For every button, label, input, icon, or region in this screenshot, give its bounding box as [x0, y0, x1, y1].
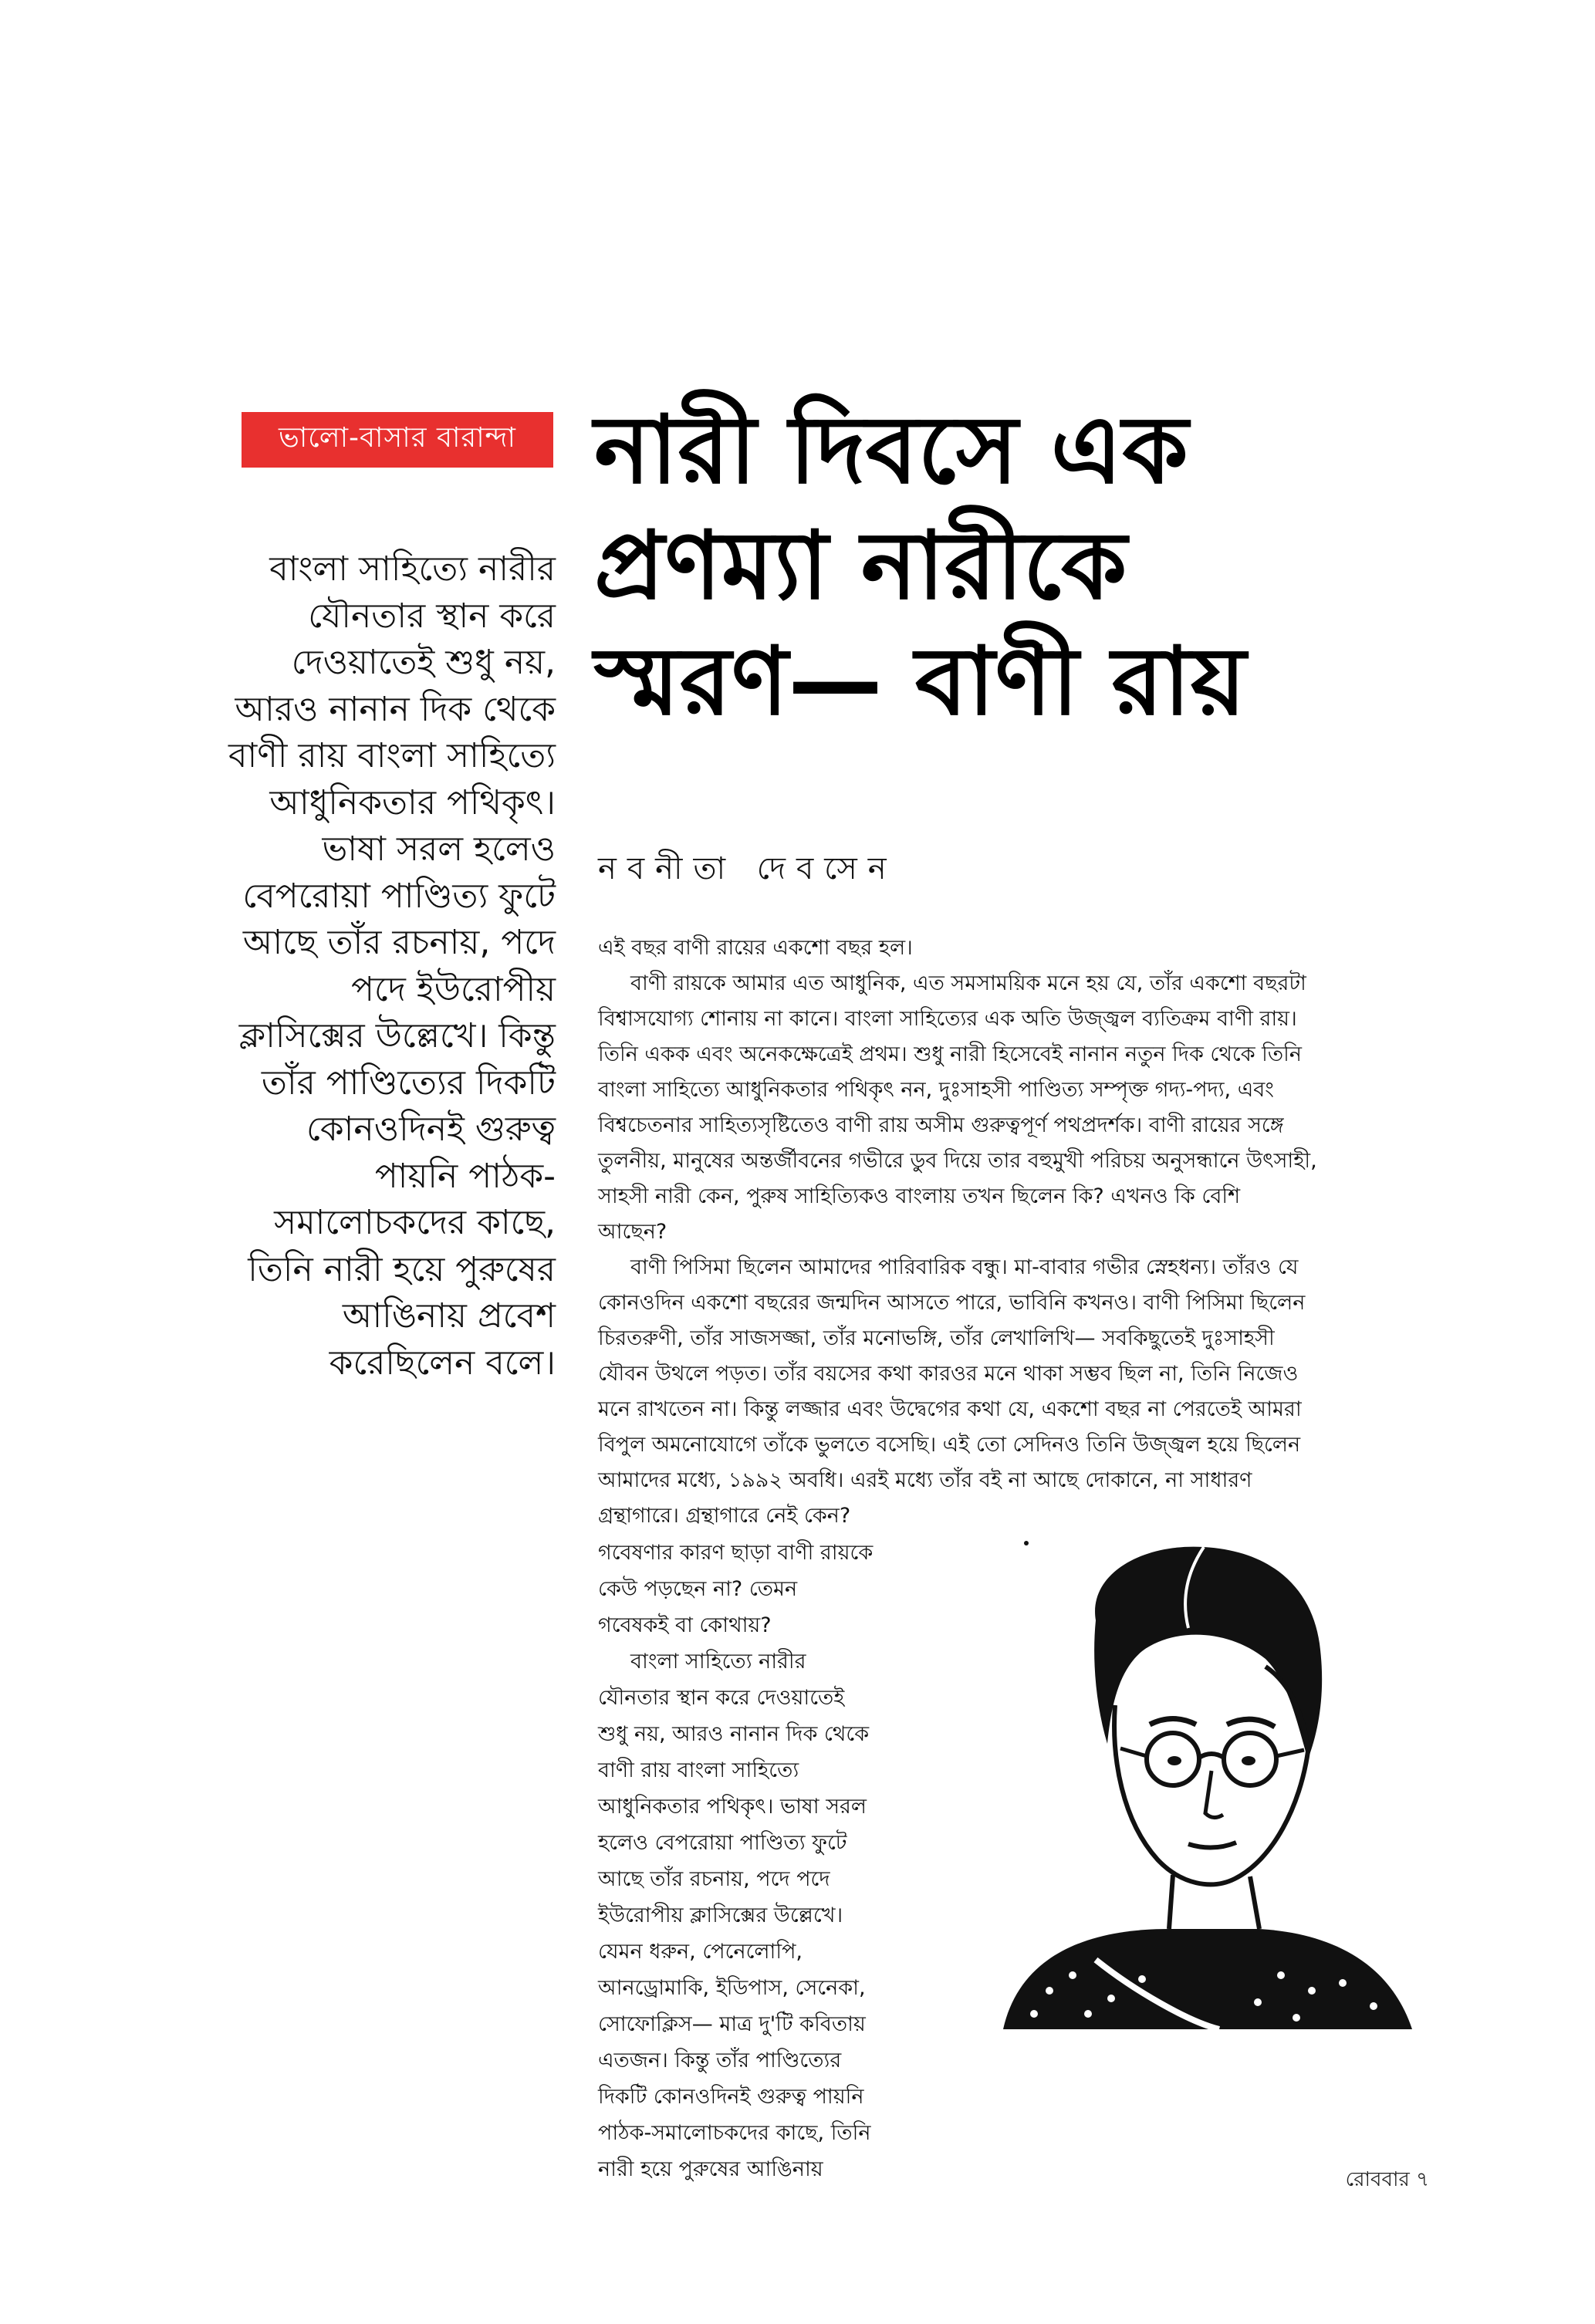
body-line: নারী হয়ে পুরুষের আঙিনায় — [598, 2157, 823, 2181]
article-body-narrow-column — [598, 1535, 938, 2187]
pull-quote-line: দেওয়াতেই শুধু নয়, — [291, 643, 556, 682]
byline: নবনীতা দেবসেন — [598, 851, 897, 887]
pull-quote-line: আধুনিকতার পথিকৃৎ। — [269, 782, 556, 823]
body-line: বাণী পিসিমা ছিলেন আমাদের পারিবারিক বন্ধু। মা-বাবার গভীর স্নেহধন্য। তাঁরও যে — [630, 1255, 1299, 1279]
pull-quote-line: পদে ইউরোপীয় — [351, 969, 556, 1009]
body-line: আমাদের মধ্যে, ১৯৯২ অবধি। এরই মধ্যে তাঁর বই না আছে দোকানে, না সাধারণ — [598, 1468, 1252, 1492]
body-line: সোফোক্লিস— মাত্র দু'টি কবিতায় — [598, 2012, 866, 2036]
body-line: বাংলা সাহিত্যে নারীর — [630, 1650, 806, 1674]
body-line: গবেষণার কারণ ছাড়া বাণী রায়কে — [598, 1541, 874, 1565]
body-line: আছে তাঁর রচনায়, পদে পদে — [598, 1867, 830, 1891]
body-line: আনড্রোমাকি, ইডিপাস, সেনেকা, — [598, 1976, 866, 2000]
pull-quote-line: ক্লাসিক্সের উল্লেখে। কিন্তু — [238, 1016, 556, 1056]
page-folio: রোববার ৭ — [1345, 2168, 1429, 2191]
pull-quote-line: পায়নি পাঠক- — [374, 1156, 556, 1196]
body-line: আধুনিকতার পথিকৃৎ। ভাষা সরল — [598, 1795, 867, 1819]
body-line: তুলনীয়, মানুষের অন্তর্জীবনের গভীরে ডুব দিয়ে তার বহুমুখী পরিচয় অনুসন্ধানে উৎসাহী, — [598, 1149, 1317, 1173]
headline-line: স্মরণ— বাণী রায় — [594, 627, 1246, 736]
body-line: চিরতরুণী, তাঁর সাজসজ্জা, তাঁর মনোভঙ্গি, তাঁর লেখালিখি— সবকিছুতেই দুঃসাহসী — [598, 1326, 1275, 1350]
body-line: এই বছর বাণী রায়ের একশো বছর হল। — [598, 936, 913, 960]
pull-quote-line: বাংলা সাহিত্যে নারীর — [269, 549, 556, 589]
pull-quote-line: তাঁর পাণ্ডিত্যের দিকটি — [261, 1062, 556, 1103]
body-line: কোনওদিন একশো বছরের জন্মদিন আসতে পারে, ভাবিনি কখনও। বাণী পিসিমা ছিলেন — [598, 1291, 1306, 1315]
body-line: বিশ্বাসযোগ্য শোনায় না কানে। বাংলা সাহিত্যের এক অতি উজ্জ্বল ব্যতিক্রম বাণী রায়। — [598, 1007, 1297, 1031]
body-line: গ্রন্থাগারে। গ্রন্থাগারে নেই কেন? — [598, 1504, 851, 1528]
body-line: যৌবন উথলে পড়ত। তাঁর বয়সের কথা কারওর মনে থাকা সম্ভব ছিল না, তিনি নিজেও — [598, 1362, 1299, 1386]
body-line: আছেন? — [598, 1220, 667, 1244]
pull-quote-line: আছে তাঁর রচনায়, পদে — [242, 923, 556, 962]
sketch-portrait-icon — [957, 1528, 1435, 2029]
pull-quote-line: সমালোচকদের কাছে, — [274, 1203, 556, 1242]
body-line: বাংলা সাহিত্যে আধুনিকতার পথিকৃৎ নন, দুঃসাহসী পাণ্ডিত্য সম্পৃক্ত গদ্য-পদ্য, এবং — [598, 1078, 1274, 1102]
body-line: তিনি একক এবং অনেকক্ষেত্রেই প্রথম। শুধু নারী হিসেবেই নানান নতুন দিক থেকে তিনি — [598, 1042, 1303, 1066]
pull-quote-line: বাণী রায় বাংলা সাহিত্যে — [228, 736, 556, 775]
body-line: যৌনতার স্থান করে দেওয়াতেই — [598, 1686, 845, 1710]
pull-quote-line: কোনওদিনই গুরুত্ব — [306, 1110, 556, 1149]
pull-quote-line: ভাষা সরল হলেও — [322, 829, 556, 869]
pull-quote-line: যৌনতার স্থান করে — [308, 596, 556, 636]
body-line: হলেও বেপরোয়া পাণ্ডিত্য ফুটে — [598, 1831, 847, 1855]
headline-line: নারী দিবসে এক — [594, 395, 1188, 505]
headline-line: প্রণম্যা নারীকে — [594, 511, 1127, 620]
pull-quote-line: বেপরোয়া পাণ্ডিত্য ফুটে — [242, 876, 556, 916]
body-line: যেমন ধরুন, পেনেলোপি, — [598, 1940, 803, 1964]
body-line: সাহসী নারী কেন, পুরুষ সাহিত্যিকও বাংলায় তখন ছিলেন কি? এখনও কি বেশি — [598, 1184, 1241, 1208]
body-line: ইউরোপীয় ক্লাসিক্সের উল্লেখে। — [598, 1903, 843, 1927]
body-line: বাণী রায় বাংলা সাহিত্যে — [598, 1758, 799, 1782]
pull-quote-line: আরও নানান দিক থেকে — [235, 689, 556, 729]
body-line: বাণী রায়কে আমার এত আধুনিক, এত সমসাময়িক মনে হয় যে, তাঁর একশো বছরটা — [630, 971, 1306, 995]
body-line: এতজন। কিন্তু তাঁর পাণ্ডিত্যের — [598, 2049, 842, 2072]
article-body — [598, 931, 1443, 1534]
body-line: বিপুল অমনোযোগে তাঁকে ভুলতে বসেছি। এই তো সেদিনও তিনি উজ্জ্বল হয়ে ছিলেন — [598, 1433, 1301, 1457]
headline — [594, 392, 1520, 739]
pull-quote — [116, 546, 556, 1387]
body-line: পাঠক-সমালোচকদের কাছে, তিনি — [598, 2121, 871, 2145]
body-line: গবেষকই বা কোথায়? — [598, 1613, 772, 1637]
body-line: দিকটি কোনওদিনই গুরুত্ব পায়নি — [598, 2085, 864, 2109]
body-line: কেউ পড়ছেন না? তেমন — [598, 1577, 798, 1601]
body-line: মনে রাখতেন না। কিন্তু লজ্জার এবং উদ্বেগের কথা যে, একশো বছর না পেরতেই আমরা — [598, 1397, 1302, 1421]
section-tag: ভালো-বাসার বারান্দা — [242, 412, 553, 468]
body-line: শুধু নয়, আরও নানান দিক থেকে — [598, 1722, 870, 1746]
body-line: বিশ্বচেতনার সাহিত্যসৃষ্টিতেও বাণী রায় অসীম গুরুত্বপূর্ণ পথপ্রদর্শক। বাণী রায়ের সঙ্গে — [598, 1113, 1284, 1137]
pull-quote-line: আঙিনায় প্রবেশ — [342, 1296, 556, 1336]
pull-quote-line: তিনি নারী হয়ে পুরুষের — [248, 1249, 556, 1289]
pull-quote-line: করেছিলেন বলে। — [329, 1343, 556, 1383]
